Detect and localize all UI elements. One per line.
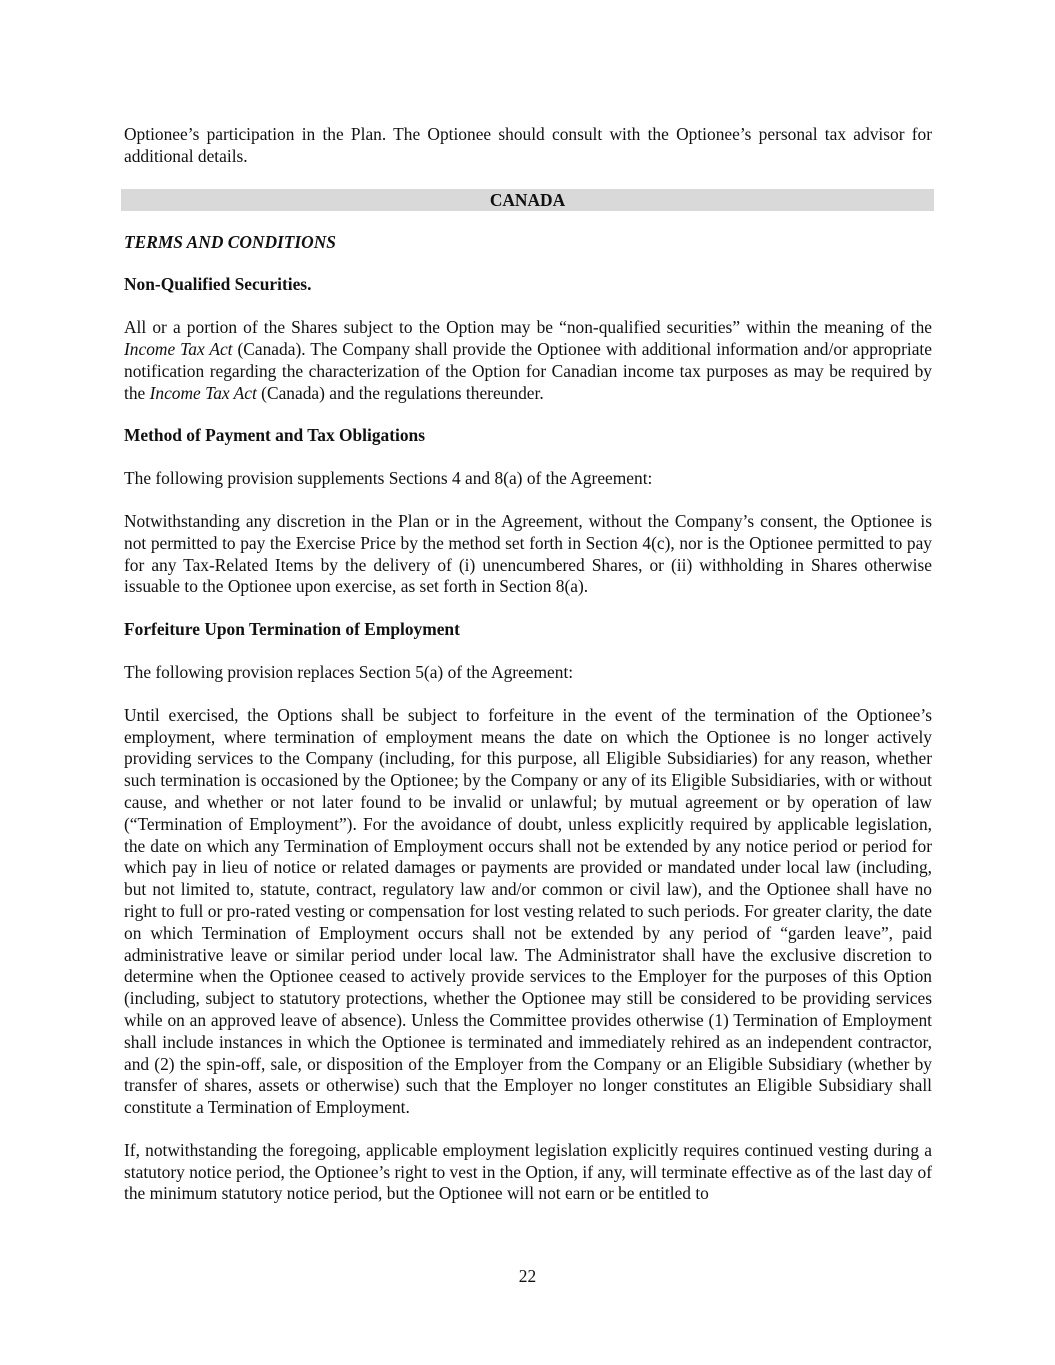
page-number: 22 [518, 1266, 537, 1286]
non-qualified-italic-2: Income Tax Act [149, 382, 257, 403]
non-qualified-text-1: All or a portion of the Shares subject to the Option may be “non-qualified securities” within the meaning of the [124, 317, 932, 338]
forfeiture-body-paragraph: Until exercised, the Options shall be subject to forfeiture in the event of the termination of the Optionee’s employment, where termination of employment means the date on which the Optionee is no longer actively providing services to the Company (including, for this purpose, all Eligible Subsidiaries) for any reason, whether such termination is occasioned by the Optionee; by the Company or any of its Eligible Subsidiaries, with or without cause, and whether or not later found to be invalid or unlawful; by mutual agreement or by operation of law (“Termination of Employment”). For the avoidance of doubt, unless explicitly required by applicable legislation, the date on which any Termination of Employment occurs shall not be extended by any notice period or period for which pay in lieu of notice or related damages or payments are provided or mandated under local law (including, but not limited to, statute, contract, regulatory law and/or common or civil law), and the Optionee shall have no right to full or pro-rated vesting or compensation for lost vesting related to such periods. For greater clarity, the date on which Termination of Employment occurs shall not be extended by any period of “garden leave”, paid administrative leave or similar period under local law. The Administrator shall have the exclusive discretion to determine when the Optionee ceased to actively provide services to the Employer for the purposes of this Option (including, subject to statutory protections, whether the Optionee may still be considered to be providing services while on an approved leave of absence). Unless the Committee provides otherwise (1) Termination of Employment shall include instances in which the Optionee is terminated and immediately rehired as an independent contractor, and (2) the spin-off, sale, or disposition of the Employer from the Company or an Eligible Subsidiary (whether by transfer of shares, assets or otherwise) such that the Employer no longer constitutes an Eligible Subsidiary shall constitute a Termination of Employment. [124, 704, 932, 1118]
forfeiture-intro-paragraph: The following provision replaces Section 5(a) of the Agreement: [124, 661, 574, 682]
non-qualified-text-2: (Canada). The Company shall provide the Optionee with additional information and/or appropriate notification regarding the characterization of the Option for Canadian income tax purposes as may be required by the [124, 338, 932, 403]
payment-heading: Method of Payment and Tax Obligations [124, 425, 425, 446]
forfeiture-continued-paragraph: If, notwithstanding the foregoing, applicable employment legislation explicitly requires continued vesting during a statutory notice period, the Optionee’s right to vest in the Option, if any, will terminate effective as of the last day of the minimum statutory notice period, but the Optionee will not earn or be entitled to [124, 1139, 932, 1204]
terms-heading: TERMS AND CONDITIONS [124, 231, 336, 252]
non-qualified-text-3: (Canada) and the regulations thereunder. [256, 382, 544, 403]
payment-body-paragraph: Notwithstanding any discretion in the Plan or in the Agreement, without the Company’s consent, the Optionee is not permitted to pay the Exercise Price by the method set forth in Section 4(c), nor is the Optionee permitted to pay for any Tax-Related Items by the delivery of (i) unencumbered Shares, or (ii) withholding in Shares otherwise issuable to the Optionee upon exercise, as set forth in Section 8(a). [124, 510, 932, 597]
country-heading-label: CANADA [489, 189, 566, 210]
non-qualified-paragraph [124, 317, 932, 404]
non-qualified-heading: Non-Qualified Securities. [124, 274, 312, 295]
intro-paragraph: Optionee’s participation in the Plan. The Optionee should consult with the Optionee’s personal tax advisor for additional details. [124, 124, 932, 166]
payment-intro-paragraph: The following provision supplements Sections 4 and 8(a) of the Agreement: [124, 468, 653, 489]
non-qualified-italic-1: Income Tax Act [124, 338, 233, 359]
forfeiture-heading: Forfeiture Upon Termination of Employment [124, 619, 460, 640]
country-heading-band [121, 189, 934, 211]
document-page [124, 124, 932, 1225]
